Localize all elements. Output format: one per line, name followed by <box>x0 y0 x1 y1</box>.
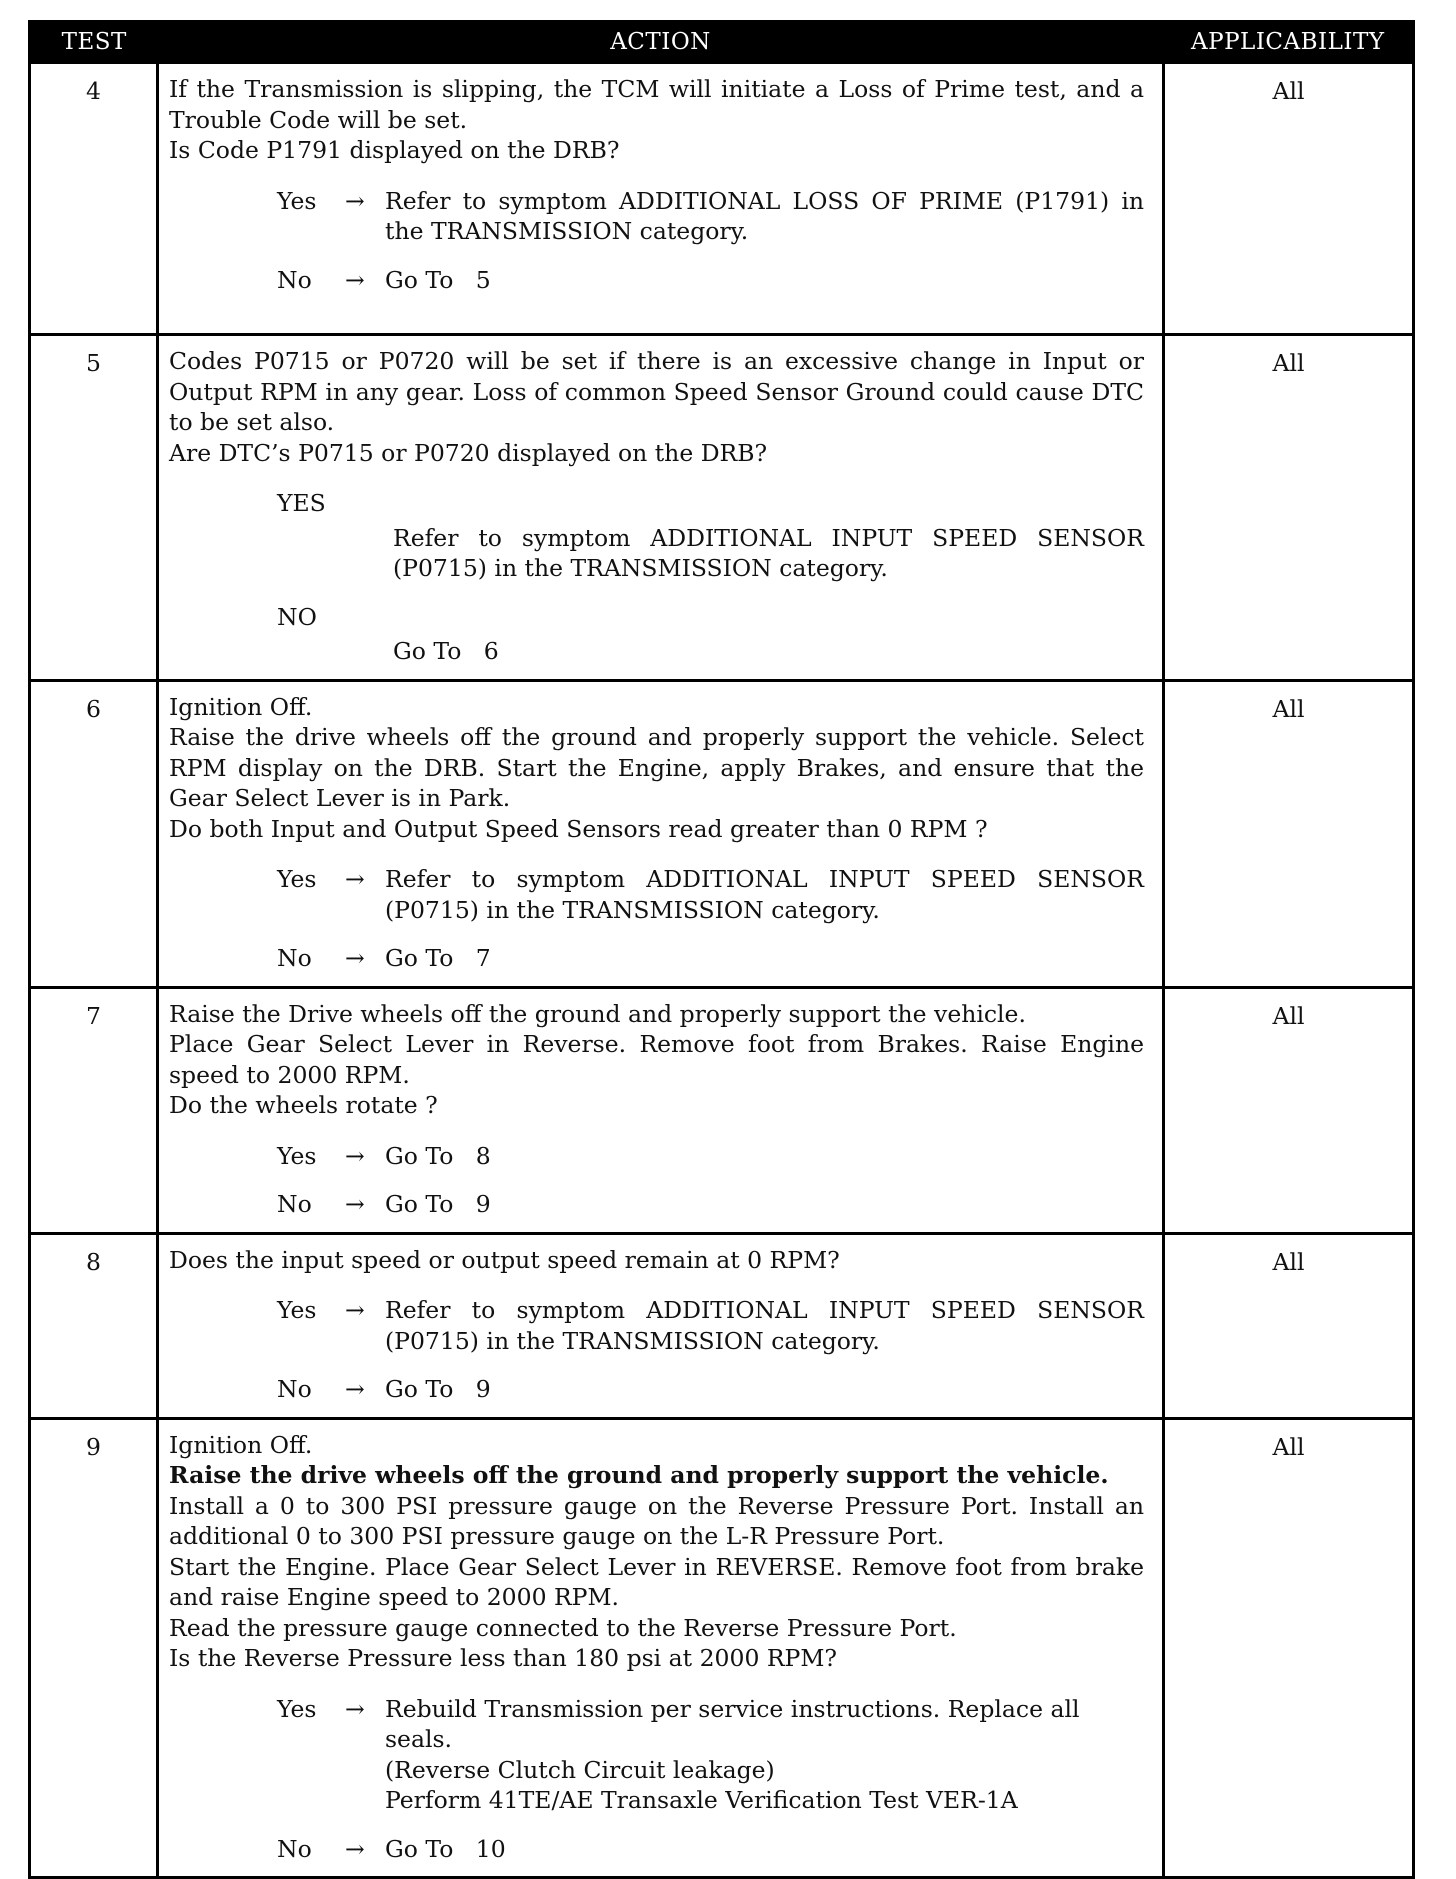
applicability-value: All <box>1164 63 1414 335</box>
no-label: No <box>277 1834 312 1863</box>
no-result: Go To 5 <box>385 265 491 294</box>
header-action: ACTION <box>158 22 1164 63</box>
applicability-value: All <box>1164 335 1414 681</box>
yes-result <box>385 1694 1144 1816</box>
action-statement-bold: Raise the drive wheels off the ground and properly support the vehicle. <box>169 1461 1109 1489</box>
action-question: Are DTC’s P0715 or P0720 displayed on the DRB? <box>169 438 768 467</box>
no-branch <box>169 1374 1144 1405</box>
diagnostic-test-table <box>28 20 1415 1879</box>
yes-branch <box>169 186 1144 247</box>
test-row <box>30 1418 1414 1878</box>
action-question: Do the wheels rotate ? <box>169 1091 438 1119</box>
right-arrow-icon: → <box>345 1296 365 1324</box>
action-question: Is Code P1791 displayed on the DRB? <box>169 136 620 164</box>
right-arrow-icon: → <box>345 265 365 294</box>
no-label: NO <box>277 602 317 631</box>
action-statement: Read the pressure gauge connected to the Reverse Pressure Port. <box>169 1613 957 1642</box>
action-cell <box>158 335 1164 681</box>
no-branch <box>169 265 1144 296</box>
no-branch <box>169 1834 1144 1865</box>
right-arrow-icon: → <box>345 1694 365 1723</box>
applicability-value: All <box>1164 1418 1414 1878</box>
yes-branch <box>169 864 1144 925</box>
right-arrow-icon: → <box>345 944 365 972</box>
no-result: Go To 9 <box>385 1375 491 1403</box>
action-cell <box>158 1233 1164 1418</box>
yes-label: Yes <box>277 1694 317 1723</box>
test-row <box>30 63 1414 335</box>
action-statement: Install a 0 to 300 PSI pressure gauge on the Reverse Pressure Port. Install an additional 0 to 300 PSI pressure gauge on the L-R Pressure Port. <box>169 1491 1144 1550</box>
action-statement: Start the Engine. Place Gear Select Lever in REVERSE. Remove foot from brake and raise Engine speed to 2000 RPM. <box>169 1552 1144 1611</box>
action-statement: If the Transmission is slipping, the TCM will initiate a Loss of Prime test, and a Trouble Code will be set. <box>169 75 1144 134</box>
yes-result: Refer to symptom ADDITIONAL LOSS OF PRIME (P1791) in the TRANSMISSION category. <box>385 186 1144 245</box>
no-label: No <box>277 1190 312 1218</box>
header-test: TEST <box>30 22 158 63</box>
no-label: No <box>277 944 312 972</box>
yes-result-line: (Reverse Clutch Circuit leakage) <box>385 1755 775 1784</box>
action-statement: Raise the Drive wheels off the ground and properly support the vehicle. <box>169 999 1026 1028</box>
no-result: Go To 7 <box>385 944 491 972</box>
action-cell <box>158 63 1164 335</box>
yes-label: YES <box>277 489 326 517</box>
yes-branch <box>169 1295 1144 1356</box>
yes-result: Refer to symptom ADDITIONAL INPUT SPEED SENSOR (P0715) in the TRANSMISSION category. <box>385 1296 1144 1355</box>
action-statement: Ignition Off. <box>169 1430 313 1459</box>
applicability-value: All <box>1164 987 1414 1233</box>
action-statement: Place Gear Select Lever in Reverse. Remove foot from Brakes. Raise Engine speed to 2000 RPM. <box>169 1030 1144 1089</box>
test-number: 4 <box>30 63 158 335</box>
yes-result: Refer to symptom ADDITIONAL INPUT SPEED SENSOR (P0715) in the TRANSMISSION category. <box>393 523 1144 582</box>
right-arrow-icon: → <box>345 865 365 893</box>
no-result: Go To 10 <box>385 1834 506 1863</box>
test-number: 9 <box>30 1418 158 1878</box>
no-result: Go To 9 <box>385 1190 491 1218</box>
yes-result-line: Rebuild Transmission per service instructions. Replace all seals. <box>385 1694 1080 1753</box>
action-statement: Ignition Off. <box>169 692 313 721</box>
action-cell <box>158 987 1164 1233</box>
test-number: 6 <box>30 680 158 987</box>
no-label: No <box>277 265 312 294</box>
action-question: Is the Reverse Pressure less than 180 psi at 2000 RPM? <box>169 1644 838 1672</box>
test-number: 5 <box>30 335 158 681</box>
yes-result-line: Perform 41TE/AE Transaxle Verification Test VER-1A <box>385 1786 1018 1814</box>
yes-label: Yes <box>277 865 317 893</box>
header-row <box>30 22 1414 63</box>
right-arrow-icon: → <box>345 1190 365 1218</box>
action-cell <box>158 680 1164 987</box>
no-label: No <box>277 1375 312 1403</box>
test-row <box>30 680 1414 987</box>
right-arrow-icon: → <box>345 186 365 215</box>
test-row <box>30 987 1414 1233</box>
diagnostic-test-table-page <box>28 20 1412 1879</box>
test-row <box>30 1233 1414 1418</box>
applicability-value: All <box>1164 680 1414 987</box>
test-number: 7 <box>30 987 158 1233</box>
header-applicability: APPLICABILITY <box>1164 22 1414 63</box>
test-row <box>30 335 1414 681</box>
no-branch <box>169 943 1144 974</box>
no-branch <box>169 1189 1144 1220</box>
yes-label: Yes <box>277 186 317 215</box>
action-statement: Codes P0715 or P0720 will be set if there is an excessive change in Input or Output RPM in any gear. Loss of common Speed Sensor Ground could cause DTC to be set also. <box>169 347 1144 436</box>
action-statement: Raise the drive wheels off the ground and properly support the vehicle. Select RPM display on the DRB. Start the Engine, apply Brakes, and ensure that the Gear Select Lever is in Park. <box>169 723 1144 812</box>
action-question: Does the input speed or output speed remain at 0 RPM? <box>169 1245 840 1274</box>
yes-result: Go To 8 <box>385 1141 491 1170</box>
applicability-value: All <box>1164 1233 1414 1418</box>
yes-label: Yes <box>277 1141 317 1170</box>
yes-label: Yes <box>277 1296 317 1324</box>
action-question: Do both Input and Output Speed Sensors read greater than 0 RPM ? <box>169 814 988 843</box>
right-arrow-icon: → <box>345 1141 365 1170</box>
yes-branch <box>169 1141 1144 1172</box>
right-arrow-icon: → <box>345 1375 365 1403</box>
yes-branch <box>169 1694 1144 1816</box>
right-arrow-icon: → <box>345 1834 365 1863</box>
yes-result: Refer to symptom ADDITIONAL INPUT SPEED SENSOR (P0715) in the TRANSMISSION category. <box>385 865 1144 924</box>
no-result: Go To 6 <box>393 637 499 665</box>
test-number: 8 <box>30 1233 158 1418</box>
action-cell <box>158 1418 1164 1878</box>
